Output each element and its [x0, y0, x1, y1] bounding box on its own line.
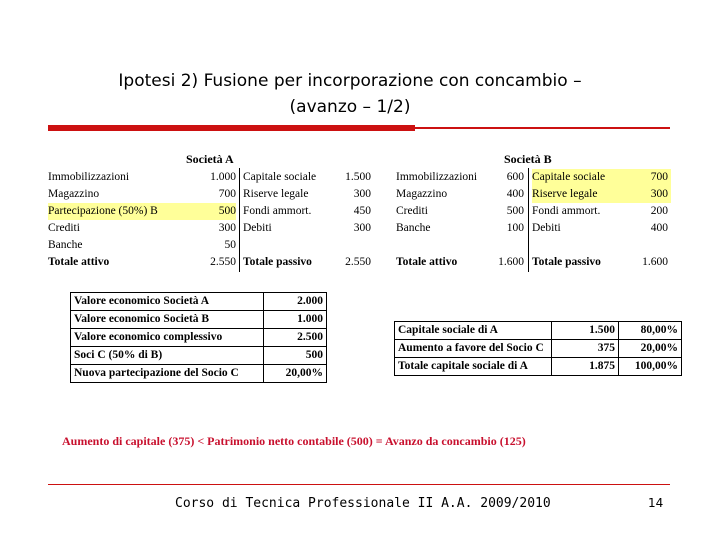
liability-label: Fondi ammort. — [532, 205, 601, 217]
asset-label-highlighted: Partecipazione (50%) B — [48, 203, 236, 220]
table-row — [396, 220, 672, 237]
table-row — [71, 365, 327, 383]
row-value: 375 — [552, 340, 619, 358]
table-row — [48, 186, 373, 203]
row-label: Totale capitale sociale di A — [395, 358, 552, 376]
table-row — [395, 322, 682, 340]
asset-value: 100 — [506, 222, 524, 234]
asset-label: Banche — [48, 239, 83, 251]
table-row — [48, 220, 373, 237]
total-assets-value: 1.600 — [498, 256, 524, 268]
row-value: 500 — [264, 347, 327, 365]
total-assets-label: Totale attivo — [48, 256, 110, 268]
title-line-2: (avanzo – 1/2) — [289, 97, 411, 117]
row-label: Capitale sociale di A — [395, 322, 552, 340]
liability-value: 450 — [353, 205, 371, 217]
totals-row — [48, 254, 373, 271]
asset-value: 600 — [506, 171, 524, 183]
table-row — [48, 203, 373, 220]
liability-label-highlighted: Capitale sociale — [532, 169, 671, 186]
liability-label: Riserve legale — [243, 188, 309, 200]
table-row — [48, 169, 373, 186]
slide-title — [40, 68, 660, 120]
row-percent: 80,00% — [619, 322, 682, 340]
asset-label: Magazzino — [48, 188, 100, 200]
liability-label: Debiti — [243, 222, 272, 234]
table-row — [396, 203, 672, 220]
row-percent: 20,00% — [619, 340, 682, 358]
title-rule-thick — [48, 125, 415, 131]
asset-label: Banche — [396, 222, 431, 234]
valori-economici-table — [70, 292, 327, 383]
asset-value: 400 — [506, 188, 524, 200]
row-label: Valore economico Società A — [71, 293, 264, 311]
row-value: 1.500 — [552, 322, 619, 340]
table-row — [396, 169, 672, 186]
row-percent: 100,00% — [619, 358, 682, 376]
societa-a-header: Società A — [186, 152, 234, 166]
table-row — [71, 311, 327, 329]
row-label: Valore economico complessivo — [71, 329, 264, 347]
total-liabilities-label: Totale passivo — [532, 256, 601, 268]
table-row — [396, 186, 672, 203]
asset-label: Crediti — [48, 222, 80, 234]
total-liabilities-value: 1.600 — [642, 256, 668, 268]
title-line-1: Ipotesi 2) Fusione per incorporazione con concambio – — [118, 71, 582, 91]
liability-value: 400 — [650, 222, 668, 234]
table-row — [395, 340, 682, 358]
total-assets-value: 2.550 — [210, 256, 236, 268]
liability-value: 300 — [353, 188, 371, 200]
footer-rule — [48, 484, 670, 485]
liability-label: Capitale sociale — [243, 171, 317, 183]
row-value: 20,00% — [264, 365, 327, 383]
row-label: Aumento a favore del Socio C — [395, 340, 552, 358]
asset-label: Magazzino — [396, 188, 448, 200]
table-row — [71, 347, 327, 365]
row-value: 1.000 — [264, 311, 327, 329]
asset-value: 1.000 — [210, 171, 236, 183]
liability-value: 300 — [650, 188, 668, 200]
liability-label: Debiti — [532, 222, 561, 234]
total-assets-label: Totale attivo — [396, 256, 458, 268]
total-liabilities-label: Totale passivo — [243, 256, 312, 268]
liability-label: Fondi ammort. — [243, 205, 312, 217]
societa-b-header: Società B — [504, 152, 552, 166]
liability-value: 700 — [650, 171, 668, 183]
asset-label: Immobilizzazioni — [396, 171, 478, 183]
row-value: 2.000 — [264, 293, 327, 311]
balance-sheet-societa-a — [48, 152, 373, 272]
table-row — [71, 293, 327, 311]
asset-value: 700 — [218, 188, 236, 200]
asset-value: 500 — [218, 205, 236, 217]
total-liabilities-value: 2.550 — [345, 256, 371, 268]
asset-value: 50 — [224, 239, 236, 251]
page-number: 14 — [648, 496, 664, 510]
table-row — [71, 329, 327, 347]
row-label: Valore economico Società B — [71, 311, 264, 329]
totals-row — [396, 254, 672, 271]
table-row — [395, 358, 682, 376]
asset-value: 500 — [506, 205, 524, 217]
asset-label: Immobilizzazioni — [48, 171, 130, 183]
row-label: Soci C (50% di B) — [71, 347, 264, 365]
asset-label: Crediti — [396, 205, 428, 217]
asset-value: 300 — [218, 222, 236, 234]
capitale-sociale-table — [394, 321, 682, 376]
balance-sheet-societa-b — [396, 152, 672, 272]
row-label: Nuova partecipazione del Socio C — [71, 365, 264, 383]
liability-label-highlighted: Riserve legale — [532, 186, 671, 203]
title-rule-thin — [415, 127, 670, 129]
liability-value: 200 — [650, 205, 668, 217]
row-value: 2.500 — [264, 329, 327, 347]
row-value: 1.875 — [552, 358, 619, 376]
liability-value: 300 — [353, 222, 371, 234]
table-row — [48, 237, 373, 254]
avanzo-formula: Aumento di capitale (375) < Patrimonio netto contabile (500) = Avanzo da concambio (125) — [62, 434, 526, 448]
footer-course: Corso di Tecnica Professionale II A.A. 2009/2010 — [175, 496, 551, 511]
liability-value: 1.500 — [345, 171, 371, 183]
